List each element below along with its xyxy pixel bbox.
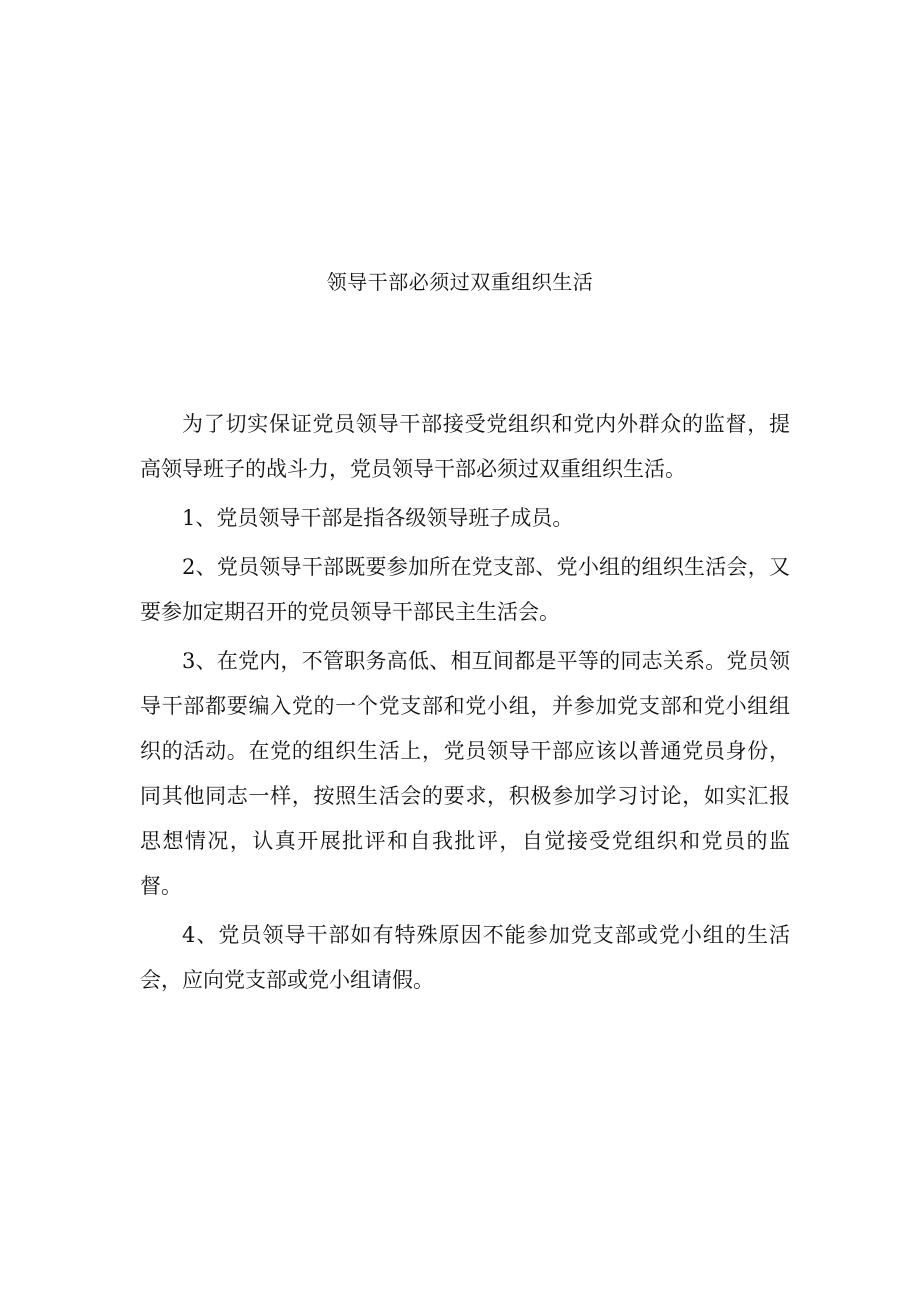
document-body — [140, 402, 790, 1007]
rule-1-paragraph: 1、党员领导干部是指各级领导班子成员。 — [182, 506, 574, 530]
rule-2-paragraph: 2、党员领导干部既要参加所在党支部、党小组的组织生活会，又要参加定期召开的党员领导干部民主生活会。 — [140, 555, 790, 624]
document-title: 领导干部必须过双重组织生活 — [326, 270, 594, 294]
rule-4-paragraph: 4、党员领导干部如有特殊原因不能参加党支部或党小组的生活会，应向党支部或党小组请假。 — [140, 923, 790, 992]
intro-paragraph: 为了切实保证党员领导干部接受党组织和党内外群众的监督，提高领导班子的战斗力，党员领导干部必须过双重组织生活。 — [140, 412, 790, 481]
rule-3-paragraph: 3、在党内，不管职务高低、相互间都是平等的同志关系。党员领导干部都要编入党的一个党支部和党小组，并参加党支部和党小组组织的活动。在党的组织生活上，党员领导干部应该以普通党员身份，同其他同志一样，按照生活会的要求，积极参加学习讨论，如实汇报思想情况，认真开展批评和自我批评，自觉接受党组织和党员的监督。 — [140, 649, 790, 898]
